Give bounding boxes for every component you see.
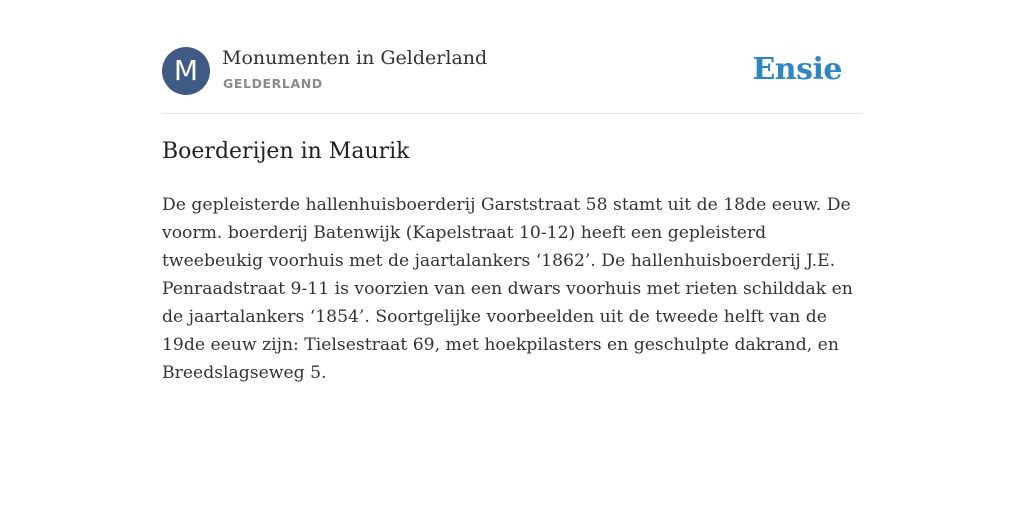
- source-region-label: GELDERLAND: [223, 76, 323, 91]
- source-avatar[interactable]: M: [162, 47, 210, 95]
- article-header: [162, 46, 862, 114]
- article-body: De gepleisterde hallenhuisboerderij Garststraat 58 stamt uit de 18de eeuw. De voorm. boerderij Batenwijk (Kapelstraat 10-12) heeft een gepleisterd tweebeukig voorhuis met de jaartalankers ‘1862’. De hallenhuisboerderij J.E. Penraadstraat 9-11 is voorzien van een dwars voorhuis met rieten schilddak en de jaartalankers ‘1854’. Soortgelijke voorbeelden uit de tweede helft van de 19de eeuw zijn: Tielsestraat 69, met hoekpilasters en geschulpte dakrand, en Breedslagseweg 5.: [162, 195, 853, 383]
- ensie-logo[interactable]: Ensie: [752, 52, 842, 87]
- article-card: [162, 46, 862, 383]
- source-name-link[interactable]: Monumenten in Gelderland: [222, 47, 488, 69]
- article-title: Boerderijen in Maurik: [162, 139, 410, 164]
